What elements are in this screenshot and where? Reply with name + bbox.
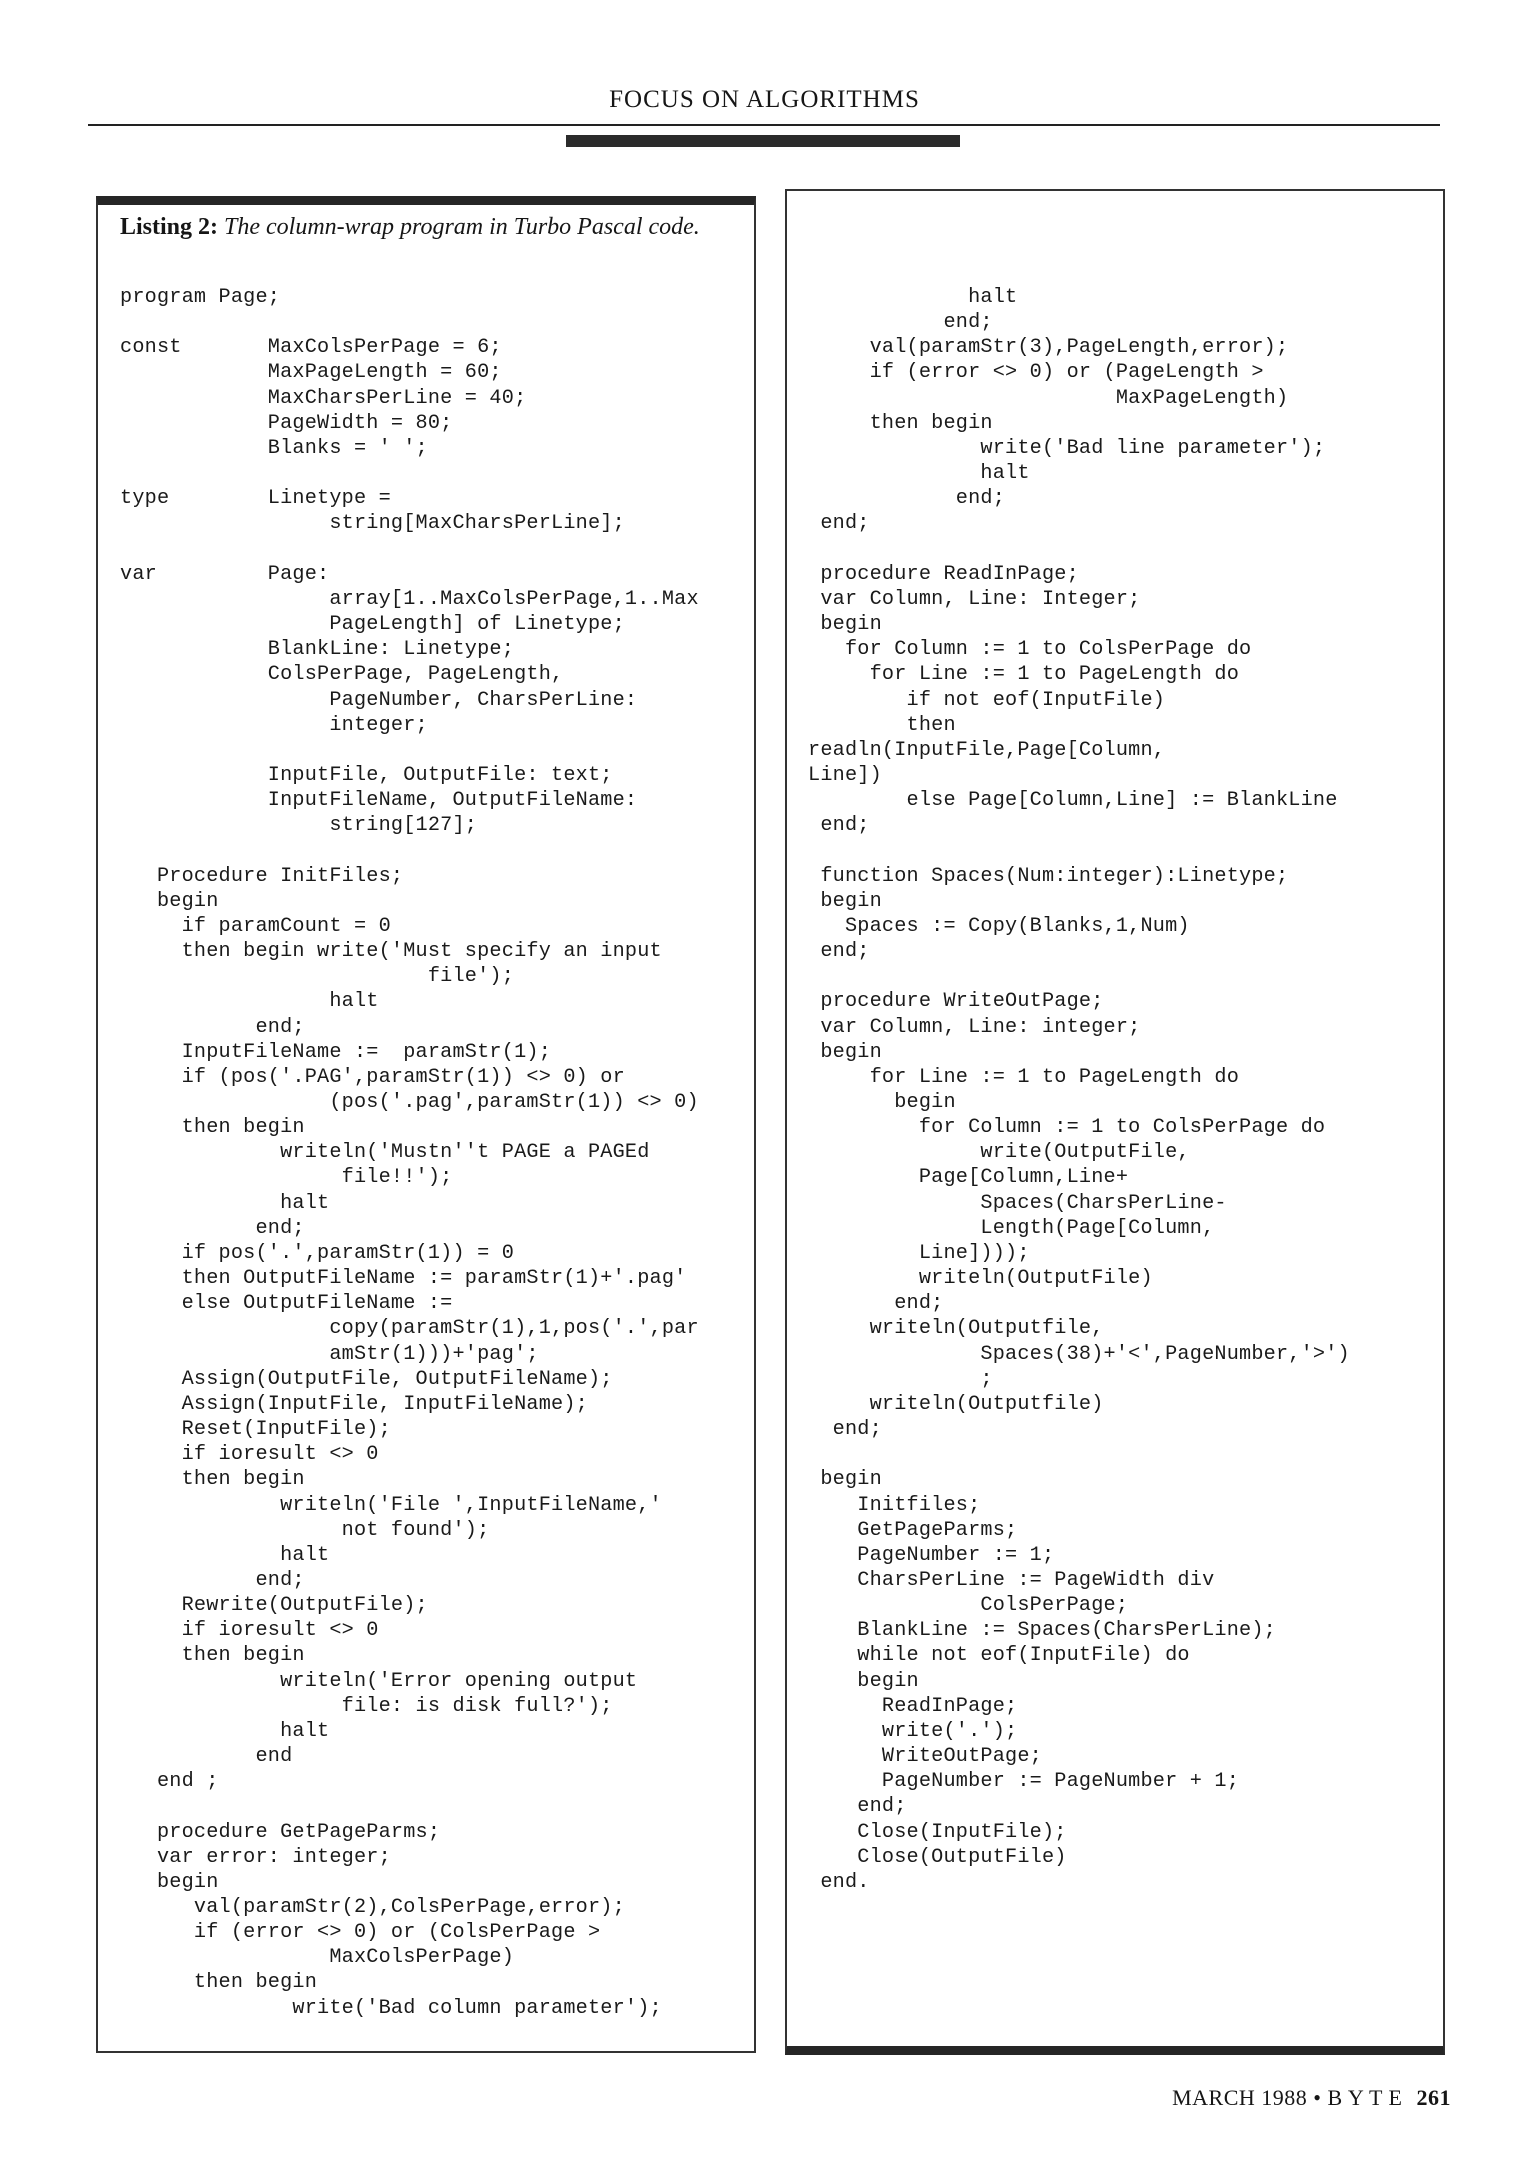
footer-page-number: 261 [1416,2085,1451,2110]
footer-issue: MARCH 1988 • B Y T E [1172,2085,1403,2110]
section-header-title: FOCUS ON ALGORITHMS [609,86,920,113]
page-footer [1172,2085,1451,2111]
header-rule [88,124,1440,126]
listing-label: Listing 2: [120,214,219,240]
listing-caption [120,214,720,241]
header-accent-bar [566,135,960,147]
listing-caption-text: The column-wrap program in Turbo Pascal code. [224,214,700,240]
code-listing-left: program Page; const MaxColsPerPage = 6; MaxPageLength = 60; MaxCharsPerLine = 40; PageWidth = 80; Blanks = ' '; type Linetype = string[MaxCharsPerLine]; var Page: array[1..MaxColsPerPage,1..Max PageLength] of Linetype; BlankLine: Linetype; ColsPerPage, PageLength, PageNumber, CharsPerLine: integer; InputFile, OutputFile: text; InputFileName, OutputFileName: string[127]; Procedure InitFiles; begin if paramCount = 0 then begin write('Must specify an input file'); halt end; InputFileName := paramStr(1); if (pos('.PAG',paramStr(1)) <> 0) or (pos('.pag',paramStr(1)) <> 0) then begin writeln('Mustn''t PAGE a PAGEd file!!'); halt end; if pos('.',paramStr(1)) = 0 then OutputFileName := paramStr(1)+'.pag' else OutputFileName := copy(paramStr(1),1,pos('.',par amStr(1)))+'pag'; Assign(OutputFile, OutputFileName); Assign(InputFile, InputFileName); Reset(InputFile); if ioresult <> 0 then begin writeln('File ',InputFileName,' not found'); halt end; Rewrite(OutputFile); if ioresult <> 0 then begin writeln('Error opening output file: is disk full?'); halt end end ; procedure GetPageParms; var error: integer; begin val(paramStr(2),ColsPerPage,error); if (error <> 0) or (ColsPerPage > MaxColsPerPage) then begin write('Bad column parameter'); [120,286,699,2020]
code-listing-right: halt end; val(paramStr(3),PageLength,error); if (error <> 0) or (PageLength > MaxPageLength) then begin write('Bad line parameter'); halt end; end; procedure ReadInPage; var Column, Line: Integer; begin for Column := 1 to ColsPerPage do for Line := 1 to PageLength do if not eof(InputFile) then readln(InputFile,Page[Column, Line]) else Page[Column,Line] := BlankLine end; function Spaces(Num:integer):Linetype; begin Spaces := Copy(Blanks,1,Num) end; procedure WriteOutPage; var Column, Line: integer; begin for Line := 1 to PageLength do begin for Column := 1 to ColsPerPage do write(OutputFile, Page[Column,Line+ Spaces(CharsPerLine- Length(Page[Column, Line]))); writeln(OutputFile) end; writeln(Outputfile, Spaces(38)+'<',PageNumber,'>') ; writeln(Outputfile) end; begin Initfiles; GetPageParms; PageNumber := 1; CharsPerLine := PageWidth div ColsPerPage; BlankLine := Spaces(CharsPerLine); while not eof(InputFile) do begin ReadInPage; write('.'); WriteOutPage; PageNumber := PageNumber + 1; end; Close(InputFile); Close(OutputFile) end. [808,286,1350,1894]
